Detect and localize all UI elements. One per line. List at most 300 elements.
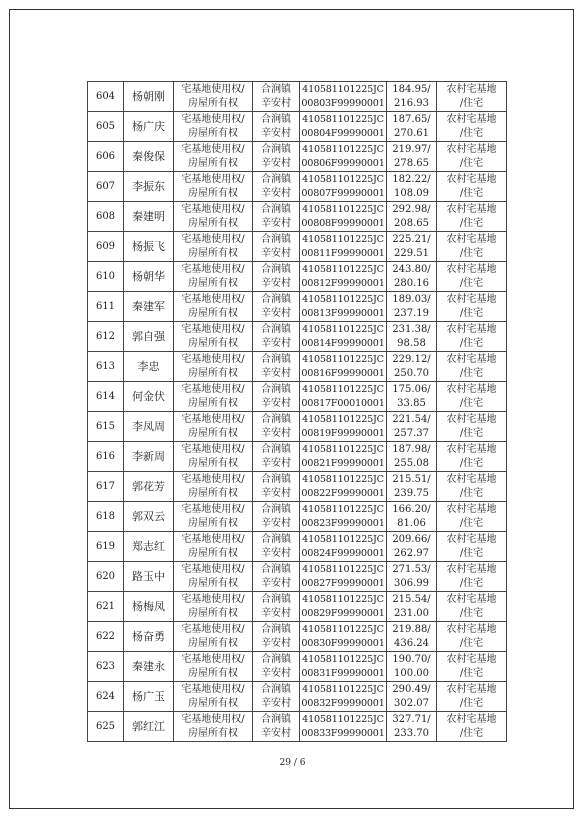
unit-id-cell <box>300 682 387 712</box>
unit-id-cell <box>300 652 387 682</box>
location-cell <box>253 142 300 172</box>
location-cell-line: 合涧镇 <box>261 173 291 185</box>
area-cell-line: 184.95/ <box>392 83 431 95</box>
row-number-cell: 622 <box>88 622 124 652</box>
land-use-cell-line: 农村宅基地 <box>446 413 497 425</box>
land-use-cell-line: /住宅 <box>459 457 484 469</box>
right-type-cell <box>174 382 253 412</box>
location-cell-line: 合涧镇 <box>261 593 291 605</box>
owner-name-cell: 何金伏 <box>124 382 174 412</box>
location-cell-line: 辛安村 <box>261 367 291 379</box>
unit-id-cell-line: 410581101225JC <box>302 353 384 365</box>
unit-id-cell-line: 410581101225JC <box>302 533 384 545</box>
location-cell-line: 合涧镇 <box>261 683 291 695</box>
table-row <box>88 592 507 622</box>
land-use-cell-line: /住宅 <box>459 577 484 589</box>
row-number-cell: 610 <box>88 262 124 292</box>
right-type-cell <box>174 352 253 382</box>
right-type-cell <box>174 502 253 532</box>
land-use-cell-line: 农村宅基地 <box>446 323 497 335</box>
location-cell-line: 合涧镇 <box>261 533 291 545</box>
area-cell-line: 108.09 <box>394 187 429 199</box>
unit-id-cell-line: 00821F99990001 <box>301 457 385 469</box>
right-type-cell-line: 宅基地使用权/ <box>181 263 245 275</box>
unit-id-cell-line: 410581101225JC <box>302 293 384 305</box>
land-use-cell-line: 农村宅基地 <box>446 713 497 725</box>
unit-id-cell-line: 00816F99990001 <box>301 367 385 379</box>
area-cell <box>387 442 437 472</box>
area-cell <box>387 622 437 652</box>
right-type-cell <box>174 292 253 322</box>
land-use-cell <box>437 682 507 712</box>
right-type-cell-line: 宅基地使用权/ <box>181 173 245 185</box>
location-cell <box>253 712 300 742</box>
unit-id-cell-line: 00817F00010001 <box>301 397 385 409</box>
area-cell-line: 290.49/ <box>392 683 431 695</box>
owner-name-cell: 郭花芳 <box>124 472 174 502</box>
right-type-cell-line: 宅基地使用权/ <box>181 503 245 515</box>
land-use-cell-line: /住宅 <box>459 547 484 559</box>
unit-id-cell <box>300 292 387 322</box>
location-cell-line: 合涧镇 <box>261 203 291 215</box>
area-cell-line: 100.00 <box>394 667 429 679</box>
location-cell-line: 辛安村 <box>261 307 291 319</box>
owner-name-cell: 杨奋勇 <box>124 622 174 652</box>
area-cell-line: 302.07 <box>394 697 429 709</box>
land-use-cell <box>437 232 507 262</box>
land-use-cell <box>437 502 507 532</box>
location-cell-line: 合涧镇 <box>261 713 291 725</box>
location-cell <box>253 532 300 562</box>
unit-id-cell <box>300 472 387 502</box>
area-cell-line: 306.99 <box>394 577 429 589</box>
location-cell-line: 合涧镇 <box>261 473 291 485</box>
unit-id-cell-line: 410581101225JC <box>302 83 384 95</box>
area-cell <box>387 142 437 172</box>
right-type-cell-line: 房屋所有权 <box>188 127 238 139</box>
area-cell-line: 250.70 <box>394 367 429 379</box>
table-row <box>88 82 507 112</box>
area-cell-line: 209.66/ <box>392 533 431 545</box>
unit-id-cell-line: 00812F99990001 <box>301 277 385 289</box>
right-type-cell-line: 宅基地使用权/ <box>181 353 245 365</box>
right-type-cell <box>174 172 253 202</box>
area-cell-line: 271.53/ <box>392 563 431 575</box>
land-use-cell <box>437 172 507 202</box>
right-type-cell <box>174 142 253 172</box>
table-row <box>88 292 507 322</box>
right-type-cell <box>174 82 253 112</box>
area-cell-line: 436.24 <box>394 637 429 649</box>
location-cell-line: 辛安村 <box>261 727 291 739</box>
area-cell-line: 187.98/ <box>392 443 431 455</box>
unit-id-cell-line: 410581101225JC <box>302 503 384 515</box>
location-cell <box>253 472 300 502</box>
area-cell-line: 190.70/ <box>392 653 431 665</box>
land-use-cell-line: /住宅 <box>459 607 484 619</box>
unit-id-cell-line: 410581101225JC <box>302 203 384 215</box>
right-type-cell-line: 房屋所有权 <box>188 637 238 649</box>
area-cell <box>387 712 437 742</box>
land-use-cell <box>437 652 507 682</box>
row-number-cell: 608 <box>88 202 124 232</box>
table-row <box>88 112 507 142</box>
right-type-cell <box>174 322 253 352</box>
area-cell <box>387 592 437 622</box>
area-cell <box>387 532 437 562</box>
area-cell <box>387 562 437 592</box>
land-use-cell-line: /住宅 <box>459 667 484 679</box>
right-type-cell-line: 房屋所有权 <box>188 307 238 319</box>
unit-id-cell-line: 00827F99990001 <box>301 577 385 589</box>
location-cell-line: 辛安村 <box>261 187 291 199</box>
owner-name-cell: 李新周 <box>124 442 174 472</box>
unit-id-cell <box>300 382 387 412</box>
right-type-cell-line: 房屋所有权 <box>188 577 238 589</box>
land-use-cell-line: /住宅 <box>459 697 484 709</box>
location-cell-line: 合涧镇 <box>261 323 291 335</box>
land-use-cell-line: 农村宅基地 <box>446 263 497 275</box>
land-use-cell-line: /住宅 <box>459 487 484 499</box>
land-use-cell-line: 农村宅基地 <box>446 203 497 215</box>
right-type-cell-line: 房屋所有权 <box>188 487 238 499</box>
owner-name-cell: 杨广玉 <box>124 682 174 712</box>
unit-id-cell-line: 00808F99990001 <box>301 217 385 229</box>
land-use-cell-line: /住宅 <box>459 427 484 439</box>
area-cell <box>387 412 437 442</box>
right-type-cell-line: 宅基地使用权/ <box>181 713 245 725</box>
land-use-cell <box>437 292 507 322</box>
right-type-cell <box>174 262 253 292</box>
location-cell <box>253 292 300 322</box>
area-cell-line: 215.54/ <box>392 593 431 605</box>
area-cell-line: 257.37 <box>394 427 429 439</box>
area-cell-line: 231.00 <box>394 607 429 619</box>
right-type-cell-line: 房屋所有权 <box>188 427 238 439</box>
land-use-cell <box>437 592 507 622</box>
location-cell-line: 合涧镇 <box>261 563 291 575</box>
land-use-cell-line: 农村宅基地 <box>446 473 497 485</box>
right-type-cell-line: 宅基地使用权/ <box>181 83 245 95</box>
table-row <box>88 652 507 682</box>
location-cell-line: 合涧镇 <box>261 383 291 395</box>
location-cell <box>253 652 300 682</box>
area-cell-line: 187.65/ <box>392 113 431 125</box>
unit-id-cell <box>300 112 387 142</box>
land-use-cell-line: 农村宅基地 <box>446 533 497 545</box>
location-cell-line: 合涧镇 <box>261 653 291 665</box>
right-type-cell <box>174 442 253 472</box>
right-type-cell-line: 宅基地使用权/ <box>181 293 245 305</box>
right-type-cell-line: 房屋所有权 <box>188 697 238 709</box>
area-cell-line: 237.19 <box>394 307 429 319</box>
table-row <box>88 562 507 592</box>
right-type-cell-line: 宅基地使用权/ <box>181 113 245 125</box>
right-type-cell-line: 宅基地使用权/ <box>181 653 245 665</box>
row-number-cell: 623 <box>88 652 124 682</box>
area-cell-line: 262.97 <box>394 547 429 559</box>
unit-id-cell-line: 410581101225JC <box>302 323 384 335</box>
land-use-cell-line: /住宅 <box>459 277 484 289</box>
owner-name-cell: 杨朝华 <box>124 262 174 292</box>
unit-id-cell-line: 00811F99990001 <box>301 247 385 259</box>
unit-id-cell <box>300 712 387 742</box>
land-use-cell <box>437 202 507 232</box>
owner-name-cell: 秦建军 <box>124 292 174 322</box>
location-cell-line: 辛安村 <box>261 277 291 289</box>
table-row <box>88 262 507 292</box>
land-use-cell-line: /住宅 <box>459 397 484 409</box>
right-type-cell-line: 宅基地使用权/ <box>181 443 245 455</box>
right-type-cell-line: 房屋所有权 <box>188 217 238 229</box>
location-cell-line: 合涧镇 <box>261 443 291 455</box>
area-cell <box>387 172 437 202</box>
location-cell <box>253 172 300 202</box>
location-cell-line: 辛安村 <box>261 247 291 259</box>
location-cell-line: 辛安村 <box>261 607 291 619</box>
area-cell-line: 33.85 <box>397 397 426 409</box>
right-type-cell-line: 房屋所有权 <box>188 607 238 619</box>
land-use-cell-line: 农村宅基地 <box>446 593 497 605</box>
area-cell-line: 292.98/ <box>392 203 431 215</box>
table-row <box>88 352 507 382</box>
area-cell <box>387 112 437 142</box>
table-row <box>88 712 507 742</box>
land-use-cell <box>437 382 507 412</box>
table-row <box>88 382 507 412</box>
table-row <box>88 472 507 502</box>
owner-name-cell: 李忠 <box>124 352 174 382</box>
unit-id-cell-line: 00832F99990001 <box>301 697 385 709</box>
land-use-cell <box>437 322 507 352</box>
land-use-cell-line: 农村宅基地 <box>446 143 497 155</box>
right-type-cell-line: 宅基地使用权/ <box>181 413 245 425</box>
owner-name-cell: 郭双云 <box>124 502 174 532</box>
location-cell-line: 合涧镇 <box>261 263 291 275</box>
unit-id-cell-line: 410581101225JC <box>302 443 384 455</box>
location-cell-line: 合涧镇 <box>261 83 291 95</box>
table-row <box>88 532 507 562</box>
right-type-cell <box>174 532 253 562</box>
land-use-cell-line: 农村宅基地 <box>446 233 497 245</box>
owner-name-cell: 杨朝刚 <box>124 82 174 112</box>
unit-id-cell <box>300 532 387 562</box>
land-use-cell-line: 农村宅基地 <box>446 173 497 185</box>
location-cell-line: 辛安村 <box>261 487 291 499</box>
location-cell <box>253 352 300 382</box>
land-use-cell <box>437 412 507 442</box>
unit-id-cell-line: 410581101225JC <box>302 593 384 605</box>
location-cell <box>253 592 300 622</box>
land-use-cell <box>437 82 507 112</box>
unit-id-cell-line: 00803F99990001 <box>301 97 385 109</box>
land-use-cell-line: 农村宅基地 <box>446 503 497 515</box>
land-use-cell-line: 农村宅基地 <box>446 443 497 455</box>
unit-id-cell-line: 00804F99990001 <box>301 127 385 139</box>
row-number-cell: 606 <box>88 142 124 172</box>
location-cell-line: 辛安村 <box>261 217 291 229</box>
unit-id-cell-line: 410581101225JC <box>302 623 384 635</box>
unit-id-cell-line: 00824F99990001 <box>301 547 385 559</box>
row-number-cell: 620 <box>88 562 124 592</box>
unit-id-cell <box>300 412 387 442</box>
row-number-cell: 617 <box>88 472 124 502</box>
row-number-cell: 604 <box>88 82 124 112</box>
right-type-cell-line: 房屋所有权 <box>188 187 238 199</box>
owner-name-cell: 杨广庆 <box>124 112 174 142</box>
location-cell-line: 辛安村 <box>261 157 291 169</box>
page-number: 29 / 6 <box>279 758 306 768</box>
right-type-cell-line: 房屋所有权 <box>188 517 238 529</box>
unit-id-cell <box>300 502 387 532</box>
table-row <box>88 232 507 262</box>
right-type-cell <box>174 562 253 592</box>
unit-id-cell <box>300 172 387 202</box>
area-cell-line: 255.08 <box>394 457 429 469</box>
location-cell-line: 辛安村 <box>261 337 291 349</box>
location-cell-line: 合涧镇 <box>261 413 291 425</box>
land-use-cell <box>437 532 507 562</box>
unit-id-cell <box>300 82 387 112</box>
location-cell <box>253 262 300 292</box>
area-cell-line: 231.38/ <box>392 323 431 335</box>
area-cell-line: 215.51/ <box>392 473 431 485</box>
area-cell <box>387 472 437 502</box>
area-cell <box>387 202 437 232</box>
owner-name-cell: 秦建明 <box>124 202 174 232</box>
table-row <box>88 172 507 202</box>
area-cell <box>387 382 437 412</box>
land-use-cell-line: 农村宅基地 <box>446 653 497 665</box>
land-use-cell-line: /住宅 <box>459 217 484 229</box>
table-row <box>88 142 507 172</box>
location-cell-line: 辛安村 <box>261 517 291 529</box>
right-type-cell <box>174 232 253 262</box>
row-number-cell: 621 <box>88 592 124 622</box>
right-type-cell <box>174 622 253 652</box>
right-type-cell-line: 房屋所有权 <box>188 397 238 409</box>
land-use-cell-line: /住宅 <box>459 367 484 379</box>
area-cell-line: 229.51 <box>394 247 429 259</box>
right-type-cell-line: 房屋所有权 <box>188 547 238 559</box>
row-number-cell: 616 <box>88 442 124 472</box>
table-row <box>88 682 507 712</box>
owner-name-cell: 郭红江 <box>124 712 174 742</box>
land-use-cell <box>437 562 507 592</box>
land-use-cell-line: 农村宅基地 <box>446 113 497 125</box>
area-cell-line: 219.97/ <box>392 143 431 155</box>
unit-id-cell-line: 410581101225JC <box>302 173 384 185</box>
location-cell <box>253 232 300 262</box>
location-cell <box>253 112 300 142</box>
table-row <box>88 202 507 232</box>
owner-name-cell: 杨梅凤 <box>124 592 174 622</box>
land-use-cell-line: /住宅 <box>459 307 484 319</box>
location-cell <box>253 622 300 652</box>
area-cell-line: 327.71/ <box>392 713 431 725</box>
unit-id-cell-line: 00831F99990001 <box>301 667 385 679</box>
location-cell-line: 辛安村 <box>261 547 291 559</box>
right-type-cell-line: 宅基地使用权/ <box>181 143 245 155</box>
right-type-cell-line: 房屋所有权 <box>188 337 238 349</box>
right-type-cell-line: 宅基地使用权/ <box>181 233 245 245</box>
row-number-cell: 614 <box>88 382 124 412</box>
right-type-cell <box>174 652 253 682</box>
land-use-cell-line: 农村宅基地 <box>446 683 497 695</box>
row-number-cell: 607 <box>88 172 124 202</box>
owner-name-cell: 郑志红 <box>124 532 174 562</box>
area-cell-line: 208.65 <box>394 217 429 229</box>
row-number-cell: 611 <box>88 292 124 322</box>
unit-id-cell-line: 410581101225JC <box>302 713 384 725</box>
location-cell <box>253 202 300 232</box>
row-number-cell: 613 <box>88 352 124 382</box>
unit-id-cell <box>300 322 387 352</box>
unit-id-cell <box>300 562 387 592</box>
unit-id-cell-line: 410581101225JC <box>302 143 384 155</box>
location-cell <box>253 322 300 352</box>
right-type-cell <box>174 112 253 142</box>
right-type-cell-line: 房屋所有权 <box>188 727 238 739</box>
area-cell-line: 239.75 <box>394 487 429 499</box>
land-use-cell-line: /住宅 <box>459 157 484 169</box>
land-use-cell <box>437 352 507 382</box>
row-number-cell: 615 <box>88 412 124 442</box>
owner-name-cell: 李振东 <box>124 172 174 202</box>
right-type-cell-line: 房屋所有权 <box>188 367 238 379</box>
area-cell <box>387 502 437 532</box>
land-use-cell-line: 农村宅基地 <box>446 383 497 395</box>
location-cell-line: 辛安村 <box>261 97 291 109</box>
unit-id-cell-line: 00830F99990001 <box>301 637 385 649</box>
right-type-cell <box>174 682 253 712</box>
unit-id-cell <box>300 352 387 382</box>
unit-id-cell <box>300 202 387 232</box>
location-cell <box>253 82 300 112</box>
area-cell-line: 219.88/ <box>392 623 431 635</box>
land-use-cell <box>437 622 507 652</box>
unit-id-cell-line: 410581101225JC <box>302 413 384 425</box>
area-cell <box>387 352 437 382</box>
land-use-cell <box>437 112 507 142</box>
land-use-cell-line: 农村宅基地 <box>446 353 497 365</box>
area-cell-line: 182.22/ <box>392 173 431 185</box>
location-cell <box>253 442 300 472</box>
land-use-cell-line: /住宅 <box>459 97 484 109</box>
location-cell <box>253 502 300 532</box>
land-use-cell-line: /住宅 <box>459 127 484 139</box>
table-row <box>88 502 507 532</box>
records-table-body <box>88 82 507 742</box>
row-number-cell: 619 <box>88 532 124 562</box>
land-use-cell-line: 农村宅基地 <box>446 293 497 305</box>
unit-id-cell <box>300 622 387 652</box>
right-type-cell <box>174 712 253 742</box>
land-use-cell-line: /住宅 <box>459 637 484 649</box>
area-cell-line: 278.65 <box>394 157 429 169</box>
area-cell-line: 280.16 <box>394 277 429 289</box>
row-number-cell: 609 <box>88 232 124 262</box>
area-cell-line: 243.80/ <box>392 263 431 275</box>
land-use-cell-line: /住宅 <box>459 247 484 259</box>
location-cell-line: 辛安村 <box>261 637 291 649</box>
area-cell-line: 216.93 <box>394 97 429 109</box>
area-cell <box>387 322 437 352</box>
land-use-cell <box>437 712 507 742</box>
owner-name-cell: 秦建永 <box>124 652 174 682</box>
location-cell-line: 辛安村 <box>261 457 291 469</box>
unit-id-cell-line: 410581101225JC <box>302 563 384 575</box>
